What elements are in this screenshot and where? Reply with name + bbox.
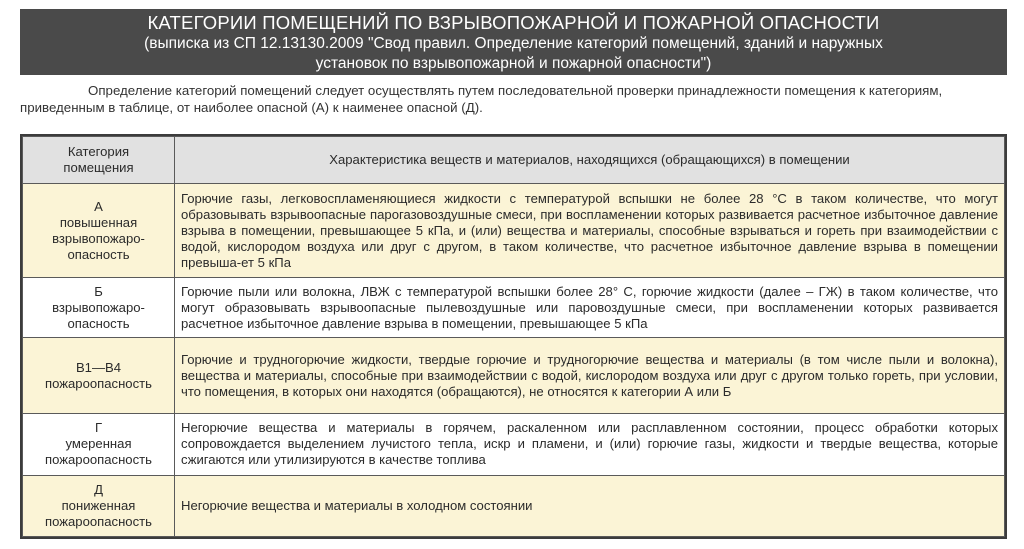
description-cell <box>175 184 1005 278</box>
categories-table <box>20 134 1007 539</box>
category-label: взрывопожаро- <box>52 299 145 315</box>
category-label: повышенная <box>59 214 138 230</box>
description-cell <box>175 414 1005 475</box>
category-label: взрывопожаро- <box>52 230 145 246</box>
description-cell <box>175 338 1005 414</box>
category-letter: Д <box>94 481 103 497</box>
category-cell <box>23 414 175 475</box>
document-title: КАТЕГОРИИ ПОМЕЩЕНИЙ ПО ВЗРЫВОПОЖАРНОЙ И ПОЖАРНОЙ ОПАСНОСТИ <box>147 12 880 33</box>
description-text: Негорючие вещества и материалы в холодном состоянии <box>181 497 533 513</box>
table-row-category-d <box>23 475 1005 536</box>
column-header-category-line: помещения <box>63 160 134 175</box>
table-row-category-a <box>23 184 1005 278</box>
description-cell <box>175 278 1005 338</box>
category-label: пониженная <box>61 497 136 513</box>
category-letter: Б <box>94 283 103 299</box>
column-header-characteristics: Характеристика веществ и материалов, находящихся (обращающихся) в помещении <box>175 137 1005 184</box>
category-label: опасность <box>67 246 130 262</box>
document-subtitle-line-1: (выписка из СП 12.13130.2009 "Свод правил. Определение категорий помещений, зданий и наружных <box>144 35 883 52</box>
description-cell <box>175 475 1005 536</box>
category-label: пожароопасность <box>45 513 152 529</box>
category-label: умеренная <box>65 436 132 452</box>
intro-text: Определение категорий помещений следует осуществлять путем последовательной проверки принадлежности помещения к категориям, приведенным в таблице, от наиболее опасной (А) к наименее опасной (Д). <box>20 83 943 115</box>
description-text: Горючие газы, легковоспламеняющиеся жидкости с температурой вспышки не более 28 °С в таком количестве, что могут образовывать взрывоопасные парогазовоздушные смеси, при воспламенении которых развивается расчетное избыточное давление взрыва в помещении, превышающее 5 кПа, и (или) вещества и материалы, способные взрываться и гореть при взаимодействии с водой, кислородом воздуха или друг с другом, в таком количестве, что расчетное избыточное давление взрыва в помещении превыша-ет 5 кПа <box>181 190 998 270</box>
document-subtitle-line-2: установок по взрывопожарной и пожарной опасности") <box>315 55 712 72</box>
category-letter: В1—В4 <box>75 359 122 375</box>
column-header-category <box>23 137 175 184</box>
description-text: Горючие пыли или волокна, ЛВЖ с температурой вспышки более 28° С, горючие жидкости (далее – ГЖ) в таком количестве, что могут образовывать взрывоопасные пылевоздушные или паровоздушные смеси, при воспламенении которых развивается расчетное избыточное давление взрыва в помещении, превышающее 5 кПа <box>181 283 998 331</box>
table-row-category-g <box>23 414 1005 475</box>
document-header <box>20 9 1007 75</box>
description-text: Горючие и трудногорючие жидкости, твердые горючие и трудногорючие вещества и материалы (в том числе пыли и волокна), вещества и материалы, способные при взаимодействии с водой, кислородом воздуха или друг с другом только гореть, при условии, что помещения, в которых они находятся (обращаются), не относятся к категории А или Б <box>181 351 998 399</box>
table-row-category-v <box>23 338 1005 414</box>
category-cell <box>23 184 175 278</box>
category-letter: А <box>94 198 103 214</box>
table-row-category-b <box>23 278 1005 338</box>
category-cell <box>23 338 175 414</box>
column-header-category-line: Категория <box>67 144 130 159</box>
category-letter: Г <box>94 420 103 436</box>
category-label: пожароопасность <box>45 375 152 391</box>
description-text: Негорючие вещества и материалы в горячем, раскаленном или расплавленном состоянии, процесс обработки которых сопровождается выделением лучистого тепла, искр и пламени, и (или) горючие газы, жидкости и твердые вещества, которые сжигаются или утилизируются в качестве топлива <box>181 420 998 468</box>
category-cell <box>23 278 175 338</box>
category-cell <box>23 475 175 536</box>
intro-paragraph <box>20 82 1006 116</box>
category-label: пожароопасность <box>45 452 152 468</box>
category-label: опасность <box>67 315 130 331</box>
